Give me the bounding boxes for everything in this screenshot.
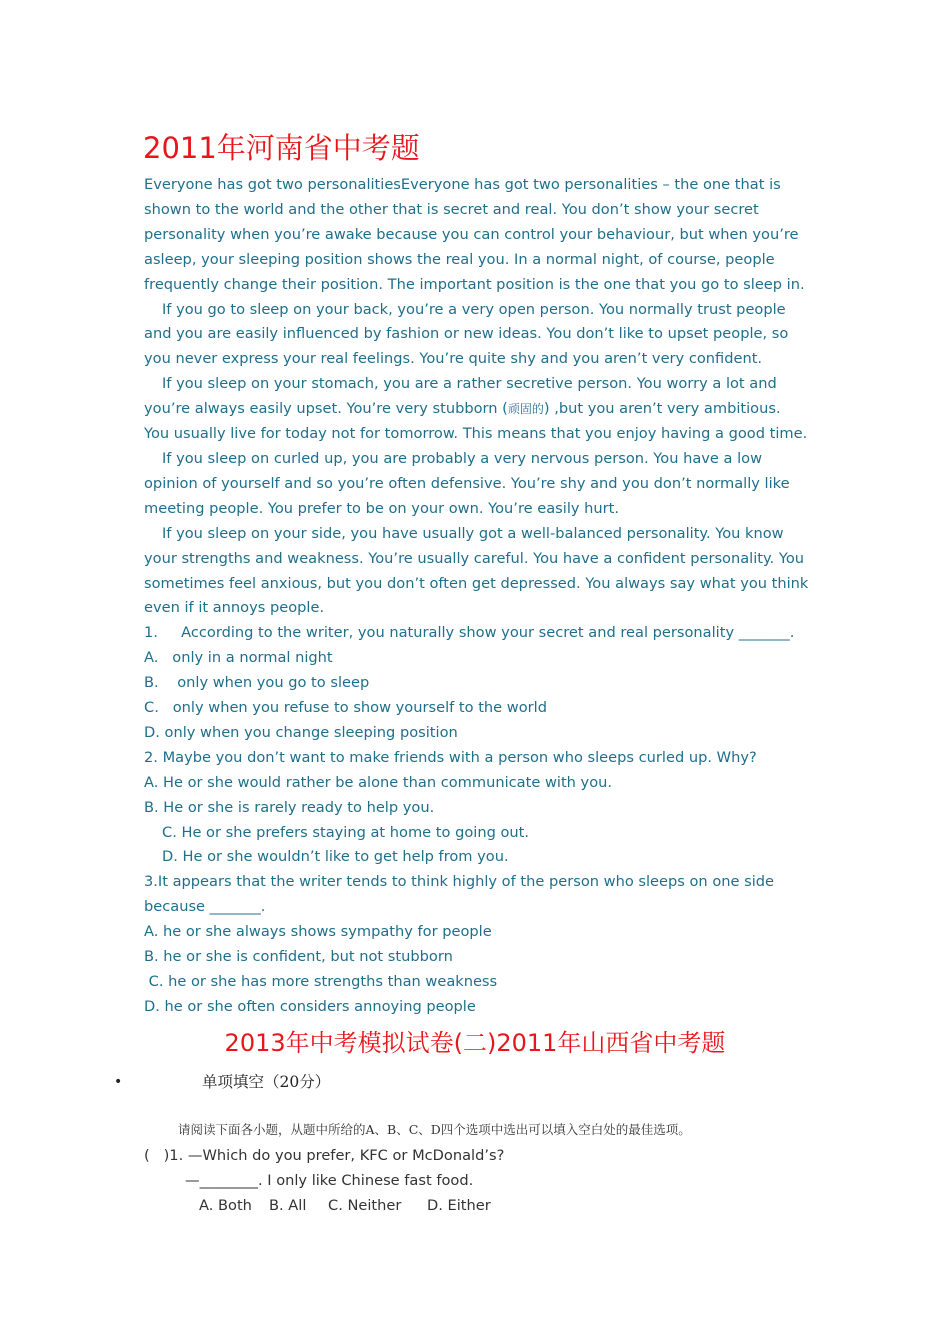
fill-in-question-1-options: [199, 1194, 491, 1219]
section2-title: 2013年中考模拟试卷(二)2011年山西省中考题: [224, 1029, 726, 1057]
question-2-option-b: B. He or she is rarely ready to help you.: [144, 798, 435, 816]
passage-line: If you go to sleep on your back, you’re a very open person. You normally trust people: [162, 300, 786, 318]
question-3: 3.It appears that the writer tends to think highly of the person who sleeps on one side: [144, 873, 775, 891]
passage-line: asleep, your sleeping position shows the real you. In a normal night, of course, people: [144, 250, 775, 268]
passage-text: you’re always easily upset. You’re very stubborn (: [144, 400, 508, 418]
passage-line: you never express your real feelings. You’re quite shy and you aren’t very confident.: [144, 350, 763, 368]
question-1-option-b: B. only when you go to sleep: [144, 674, 370, 692]
passage-line: even if it annoys people.: [144, 599, 325, 617]
passage-line: personality when you’re awake because you can control your behaviour, but when you’re: [144, 225, 799, 243]
passage-line: meeting people. You prefer to be on your own. You’re easily hurt.: [144, 499, 620, 517]
question-1-option-c: C. only when you refuse to show yourself to the world: [144, 699, 547, 717]
passage-line: sometimes feel anxious, but you don’t often get depressed. You always say what you think: [144, 574, 809, 592]
question-1-option-a: A. only in a normal night: [144, 649, 333, 667]
passage-line: If you sleep on your side, you have usually got a well-balanced personality. You know: [162, 524, 784, 542]
passage-line: frequently change their position. The important position is the one that you go to sleep in.: [144, 275, 805, 293]
question-3-option-a: A. he or she always shows sympathy for people: [144, 923, 492, 941]
bullet-icon: •: [114, 1074, 123, 1090]
passage-line: If you sleep on curled up, you are probably a very nervous person. You have a low: [162, 449, 763, 467]
option-d: D. Either: [427, 1197, 491, 1214]
passage-line: opinion of yourself and so you’re often defensive. You’re shy and you don’t normally like: [144, 474, 790, 492]
passage-line: your strengths and weakness. You’re usually careful. You have a confident personality. You: [144, 549, 804, 567]
fill-in-question-1: ( )1. —Which do you prefer, KFC or McDonald’s?: [144, 1147, 505, 1164]
section1-title: 2011年河南省中考题: [143, 131, 420, 165]
passage-line: You usually live for today not for tomorrow. This means that you enjoy having a good time.: [144, 425, 808, 443]
question-1: 1. According to the writer, you naturally show your secret and real personality _______.: [144, 624, 795, 642]
passage-line: Everyone has got two personalitiesEveryone has got two personalities – the one that is: [144, 176, 781, 193]
option-b: B. All: [269, 1197, 307, 1214]
passage-line: shown to the world and the other that is secret and real. You don’t show your secret: [144, 200, 759, 218]
passage-side-paragraph: [144, 522, 808, 622]
question-2-option-a: A. He or she would rather be alone than communicate with you.: [144, 773, 613, 791]
question-1-option-d: D. only when you change sleeping position: [144, 723, 458, 741]
question-3-option-c: C. he or she has more strengths than weakness: [144, 973, 498, 990]
passage-stomach-paragraph: [144, 372, 808, 447]
chinese-gloss: 顽固的: [507, 402, 544, 417]
option-a: A. Both: [199, 1197, 252, 1214]
passage-back-paragraph: [144, 298, 808, 373]
passage-line: If you sleep on your stomach, you are a rather secretive person. You worry a lot and: [162, 375, 777, 393]
section-instruction: 请阅读下面各小题，从题中所给的A、B、C、D四个选项中选出可以填入空白处的最佳选项。: [178, 1122, 691, 1137]
question-2: 2. Maybe you don’t want to make friends with a person who sleeps curled up. Why?: [144, 748, 757, 766]
fill-in-question-1-answer-line: —________. I only like Chinese fast food.: [185, 1172, 474, 1189]
passage-line: and you are easily influenced by fashion or new ideas. You don’t like to upset people, so: [144, 325, 789, 343]
passage-line: [144, 397, 808, 422]
passage-intro-paragraph: [144, 173, 808, 298]
option-c: C. Neither: [328, 1197, 402, 1214]
section-heading: 单项填空（20分）: [202, 1073, 331, 1091]
question-3-option-d: D. he or she often considers annoying people: [144, 997, 476, 1015]
passage-curled-paragraph: [144, 447, 808, 522]
question-2-option-c: C. He or she prefers staying at home to going out.: [162, 823, 530, 841]
reading-passage: [144, 173, 808, 1020]
question-2-option-d: D. He or she wouldn’t like to get help from you.: [162, 848, 509, 866]
question-3-continued: because _______.: [144, 898, 266, 916]
question-3-option-b: B. he or she is confident, but not stubborn: [144, 948, 453, 966]
passage-text: ) ,but you aren’t very ambitious.: [543, 400, 781, 418]
